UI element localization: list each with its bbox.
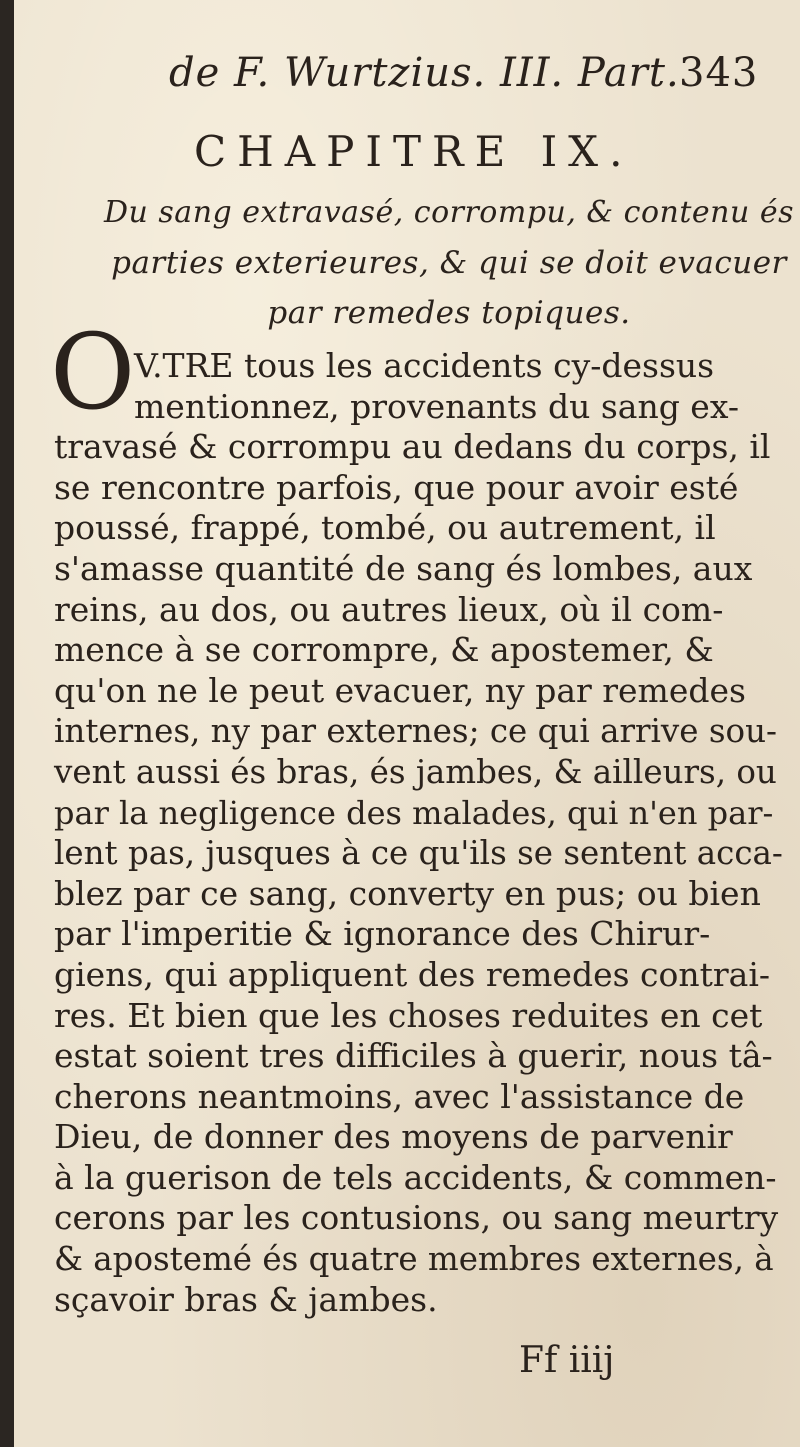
subtitle-line: Du sang extravasé, corrompu, & contenu és: [104, 195, 794, 230]
text-line: blez par ce sang, converty en pus; ou bien: [54, 873, 761, 913]
text-line: V.TRE tous les accidents cy-dessus: [134, 346, 715, 385]
text-line: mence à se corrompre, & apostemer, &: [54, 630, 714, 670]
text-line: reins, au dos, ou autres lieux, où il com-: [54, 589, 724, 629]
text-line: à la guerison de tels accidents, & commen-: [54, 1157, 777, 1197]
text-line: par la negligence des malades, qui n'en par-: [54, 793, 774, 832]
drop-cap: O: [50, 311, 136, 433]
text-line: travasé & corrompu au dedans du corps, il: [54, 427, 771, 467]
text-line: cherons neantmoins, avec l'assistance de: [54, 1076, 745, 1116]
running-header: [169, 50, 789, 100]
running-title: de F. Wurtzius. III. Part.: [169, 50, 680, 96]
body-text: [54, 346, 784, 1320]
text-line: Dieu, de donner des moyens de parvenir: [54, 1117, 733, 1157]
signature-mark: Ff iiij: [519, 1340, 615, 1381]
text-line: poussé, frappé, tombé, ou autrement, il: [54, 508, 716, 548]
text-line: internes, ny par externes; ce qui arrive sou-: [54, 712, 777, 751]
subtitle-line: par remedes topiques.: [267, 295, 631, 331]
text-line: sçavoir bras & jambes.: [54, 1279, 438, 1319]
text-line: & apostemé és quatre membres externes, à: [54, 1240, 774, 1279]
chapter-heading: CHAPITRE IX.: [194, 127, 634, 176]
page-number: 343: [679, 50, 759, 96]
text-line: se rencontre parfois, que pour avoir esté: [54, 467, 739, 507]
text-line: lent pas, jusques à ce qu'ils se sentent acca-: [54, 834, 783, 873]
text-line: qu'on ne le peut evacuer, ny par remedes: [54, 670, 746, 710]
text-line: res. Et bien que les choses reduites en cet: [54, 995, 763, 1035]
chapter-subtitle: [104, 188, 794, 338]
text-line: s'amasse quantité de sang és lombes, aux: [54, 548, 753, 588]
text-line: mentionnez, provenants du sang ex-: [134, 386, 740, 426]
text-line: par l'imperitie & ignorance des Chirur-: [54, 914, 711, 954]
book-page: [14, 0, 800, 1447]
text-line: cerons par les contusions, ou sang meurtry: [54, 1198, 779, 1238]
text-line: estat soient tres difficiles à guerir, nous tâ-: [54, 1036, 773, 1076]
text-line: giens, qui appliquent des remedes contrai-: [54, 954, 771, 994]
text-line: vent aussi és bras, és jambes, & ailleurs, ou: [54, 752, 777, 791]
subtitle-line: parties exterieures, & qui se doit evacuer: [111, 245, 787, 281]
